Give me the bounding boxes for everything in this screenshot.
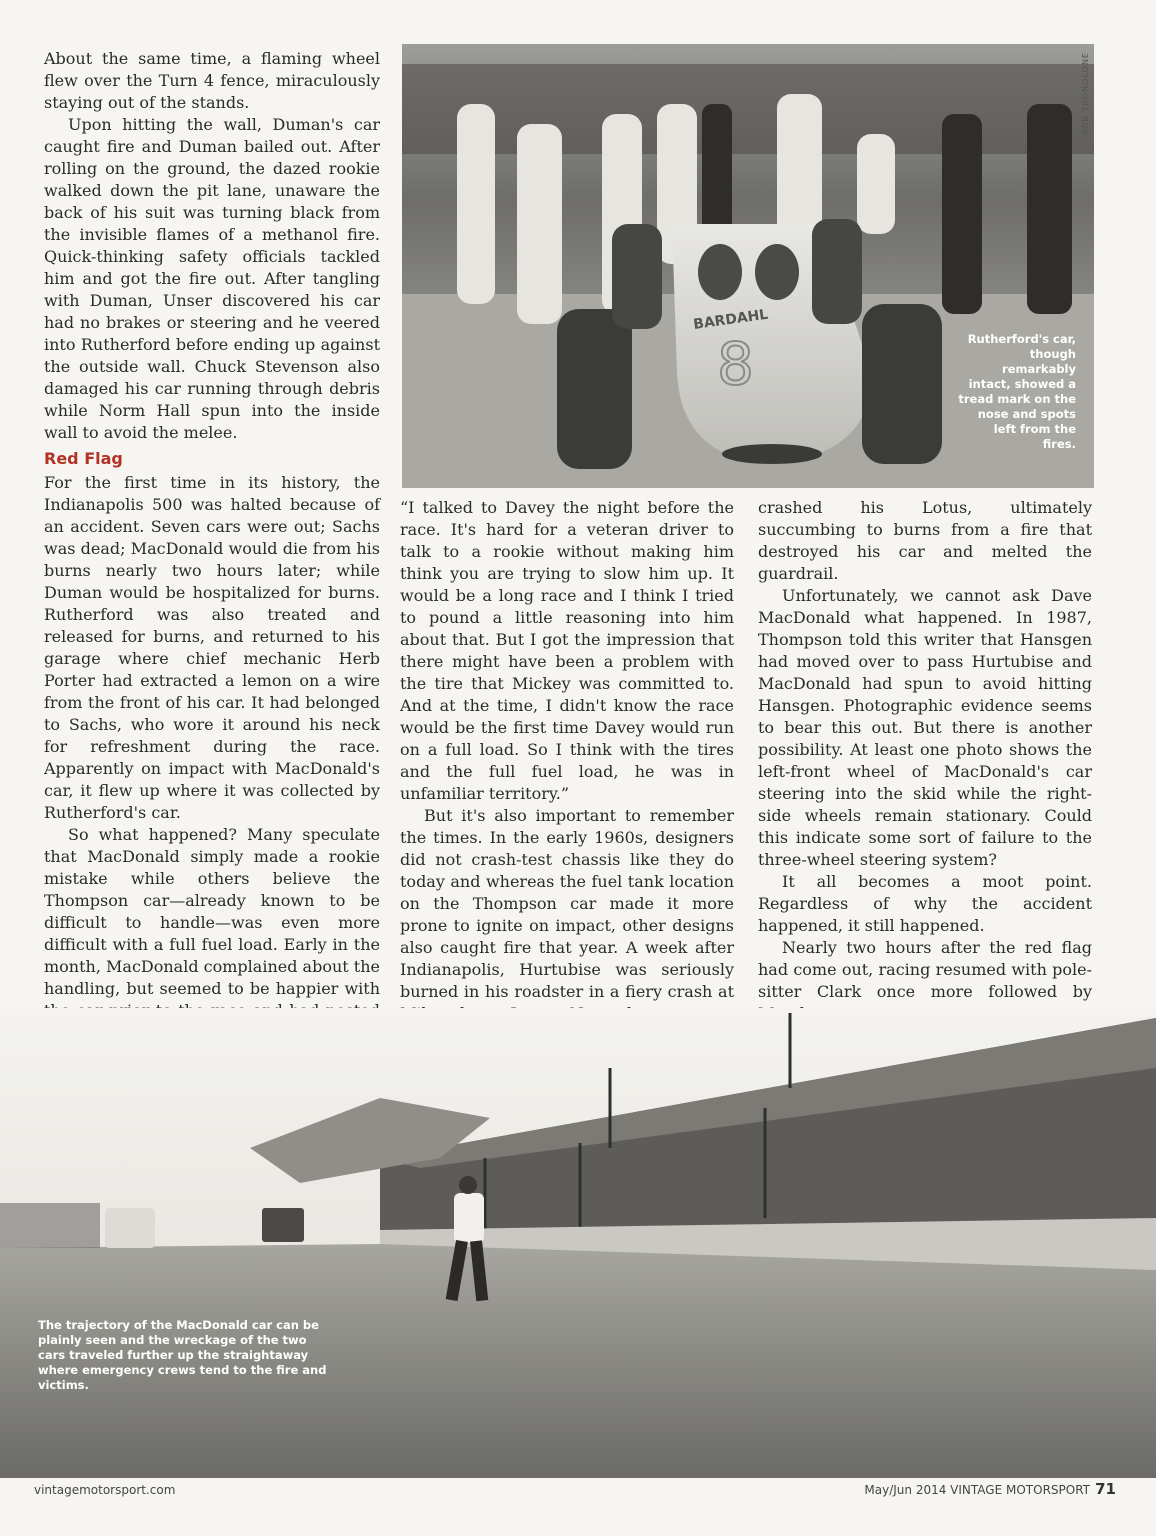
paragraph: For the first time in its history, the Indianapolis 500 was halted because of an accident. Seven cars were out; Sachs was dead; MacDonald would die from his burns nearly two hours later; while Duman would be hospitalized for burns. Rutherford was also treated and released for burns, and returned to his garage where chief mechanic Herb Porter had extracted a lemon on a wire from the front of his car. It had belonged to Sachs, who wore it around his neck for refreshment during the race. Apparently on impact with MacDonald's car, it flew up where it was collected by Rutherford's car. [44, 473, 380, 822]
photo-credit: BOB TRONOLONE [1081, 52, 1090, 136]
article-column-1-red-flag [44, 448, 380, 1088]
paragraph: Unfortunately, we cannot ask Dave MacDonald what happened. In 1987, Thompson told this writer that Hansgen had moved over to pass Hurtubise and MacDonald had spun to avoid hitting Hansgen. Photographic evidence seems to bear this out. But there is another possibility. At least one photo shows the left-front wheel of MacDonald's car steering into the skid while the right-side wheels remain stationary. Could this indicate some sort of failure to the three-wheel steering system? [758, 586, 1092, 869]
article-column-3 [758, 497, 1092, 1025]
car-sponsor-text: BARDAHL [692, 306, 770, 333]
paragraph: So what happened? Many speculate that MacDonald simply made a rookie mistake while others believe the Thompson car—already known to be difficult to handle—was even more difficult with a full fuel load. Early in the month, MacDonald complained about the handling, but seemed to be happier with [44, 825, 380, 998]
page-number: 71 [1095, 1480, 1116, 1498]
photo-caption: The trajectory of the MacDonald car can be plainly seen and the wreckage of the two cars traveled further up the straightaway where emergency crews tend to the fire and victims. [38, 1318, 327, 1392]
car-number: 8 [717, 330, 754, 398]
race-car-photo [402, 44, 1094, 488]
section-subhead: Red Flag [44, 449, 123, 468]
photo-caption: Rutherford's car, though remarkably intact, showed a tread mark on the nose and spots left from the fires. [958, 332, 1076, 451]
paragraph: crashed his Lotus, ultimately succumbing to burns from a fire that destroyed his car and melted the guardrail. [758, 498, 1092, 583]
paragraph: “I talked to Davey the night before the race. It's hard for a veteran driver to talk to a rookie without making him think you are trying to slow him up. It would be a long race and I think I tried to pound a little reasoning into him about that. But I got the impression that there might have been a problem with the tire that Mickey was committed to. And at the time, I didn't know the race would be the first time Davey would run on a full load. So I think with the tires and the full fuel load, he was in unfamiliar territory.” [400, 498, 734, 803]
article-column-1 [44, 48, 380, 444]
grandstand-photo-art [0, 1008, 1156, 1478]
paragraph: About the same time, a flaming wheel flew over the Turn 4 fence, miraculously staying out of the stands. [44, 49, 380, 112]
paragraph: But it's also important to remember the times. In the early 1960s, designers did not crash-test chassis like they do today and whereas the fuel tank location on the Thompson car made it more prone to ignite on impact, other designs also caught fire that year. A week after Indianapolis, Hurtubise was seriously burned in his roadster in a fiery crash at [400, 806, 734, 1001]
paragraph: It all becomes a moot point. Regardless of why the accident happened, it still happened. [758, 872, 1092, 935]
paragraph: Nearly two hours after the red flag had come out, racing resumed with pole-sitter Clark once more followed by [758, 938, 1092, 1001]
grandstand-photo [0, 1008, 1156, 1478]
paragraph: Upon hitting the wall, Duman's car caught fire and Duman bailed out. After rolling on the ground, the dazed rookie walked down the pit lane, unaware the back of his suit was turning black from the invisible flames of a methanol fire. Quick-thinking safety officials tackled him and got the fire out. After tangling with Duman, Unser discovered his car had no brakes or steering and he veered into Rutherford before ending up against the outside wall. Chuck Stevenson also damaged his car running through debris while Norm Hall spun into the inside wall to avoid the melee. [44, 115, 380, 442]
footer-website: vintagemotorsport.com [34, 1483, 176, 1497]
article-column-2 [400, 497, 734, 1047]
footer-issue: May/Jun 2014 VINTAGE MOTORSPORT [864, 1483, 1090, 1497]
